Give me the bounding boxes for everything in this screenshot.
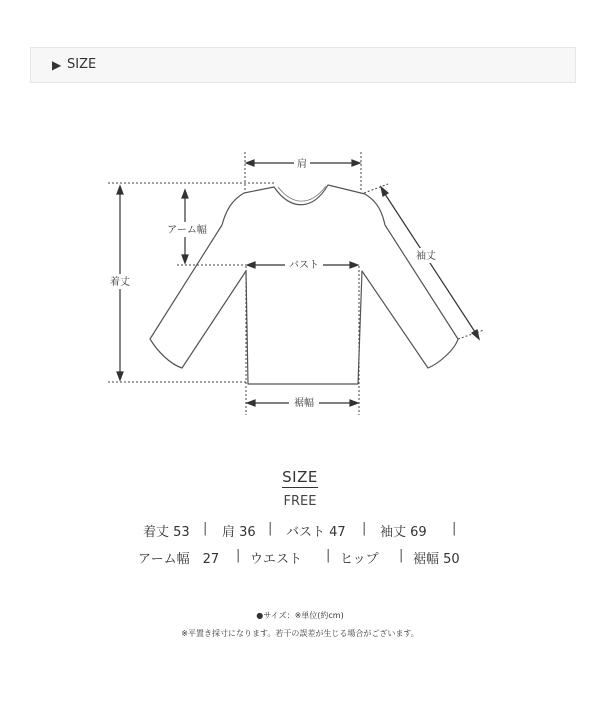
arm-width-value: アーム幅 27 [138,552,220,567]
separator: | [399,548,404,563]
unit-note: ●サイズ：※単位(約cm) [256,611,344,620]
separator: | [203,521,208,536]
shoulder-label: 肩 [297,159,307,170]
separator: | [268,521,273,536]
hem-label: 裾幅 [294,398,314,409]
shoulder-value: 肩 36 [222,525,256,540]
sleeve-guide-bottom [458,330,484,339]
length-value: 着丈 53 [143,525,190,540]
separator: | [452,521,457,536]
length-label: 着丈 [110,277,130,288]
measurement-row-2 [0,548,600,668]
garment-outline [150,185,458,384]
size-free: FREE [283,494,317,509]
size-heading: SIZE [282,468,318,486]
sleeve-label: 袖丈 [416,251,436,262]
separator: | [362,521,367,536]
arm-width-label: アーム幅 [167,225,207,236]
measurement-note: ※平置き採寸になります。若干の誤差が生じる場合がございます。 [181,629,419,638]
hip-value: ヒップ [340,552,379,567]
hem-value: 裾幅 50 [413,552,460,567]
sleeve-value: 袖丈 69 [380,525,427,540]
play-triangle-icon: ▶ [52,58,62,72]
waist-value: ウエスト [250,552,303,567]
separator: | [236,548,241,563]
separator: | [326,548,331,563]
bust-value: バスト 47 [286,525,346,540]
bust-label: バスト [289,260,319,271]
section-title: SIZE [67,57,97,72]
